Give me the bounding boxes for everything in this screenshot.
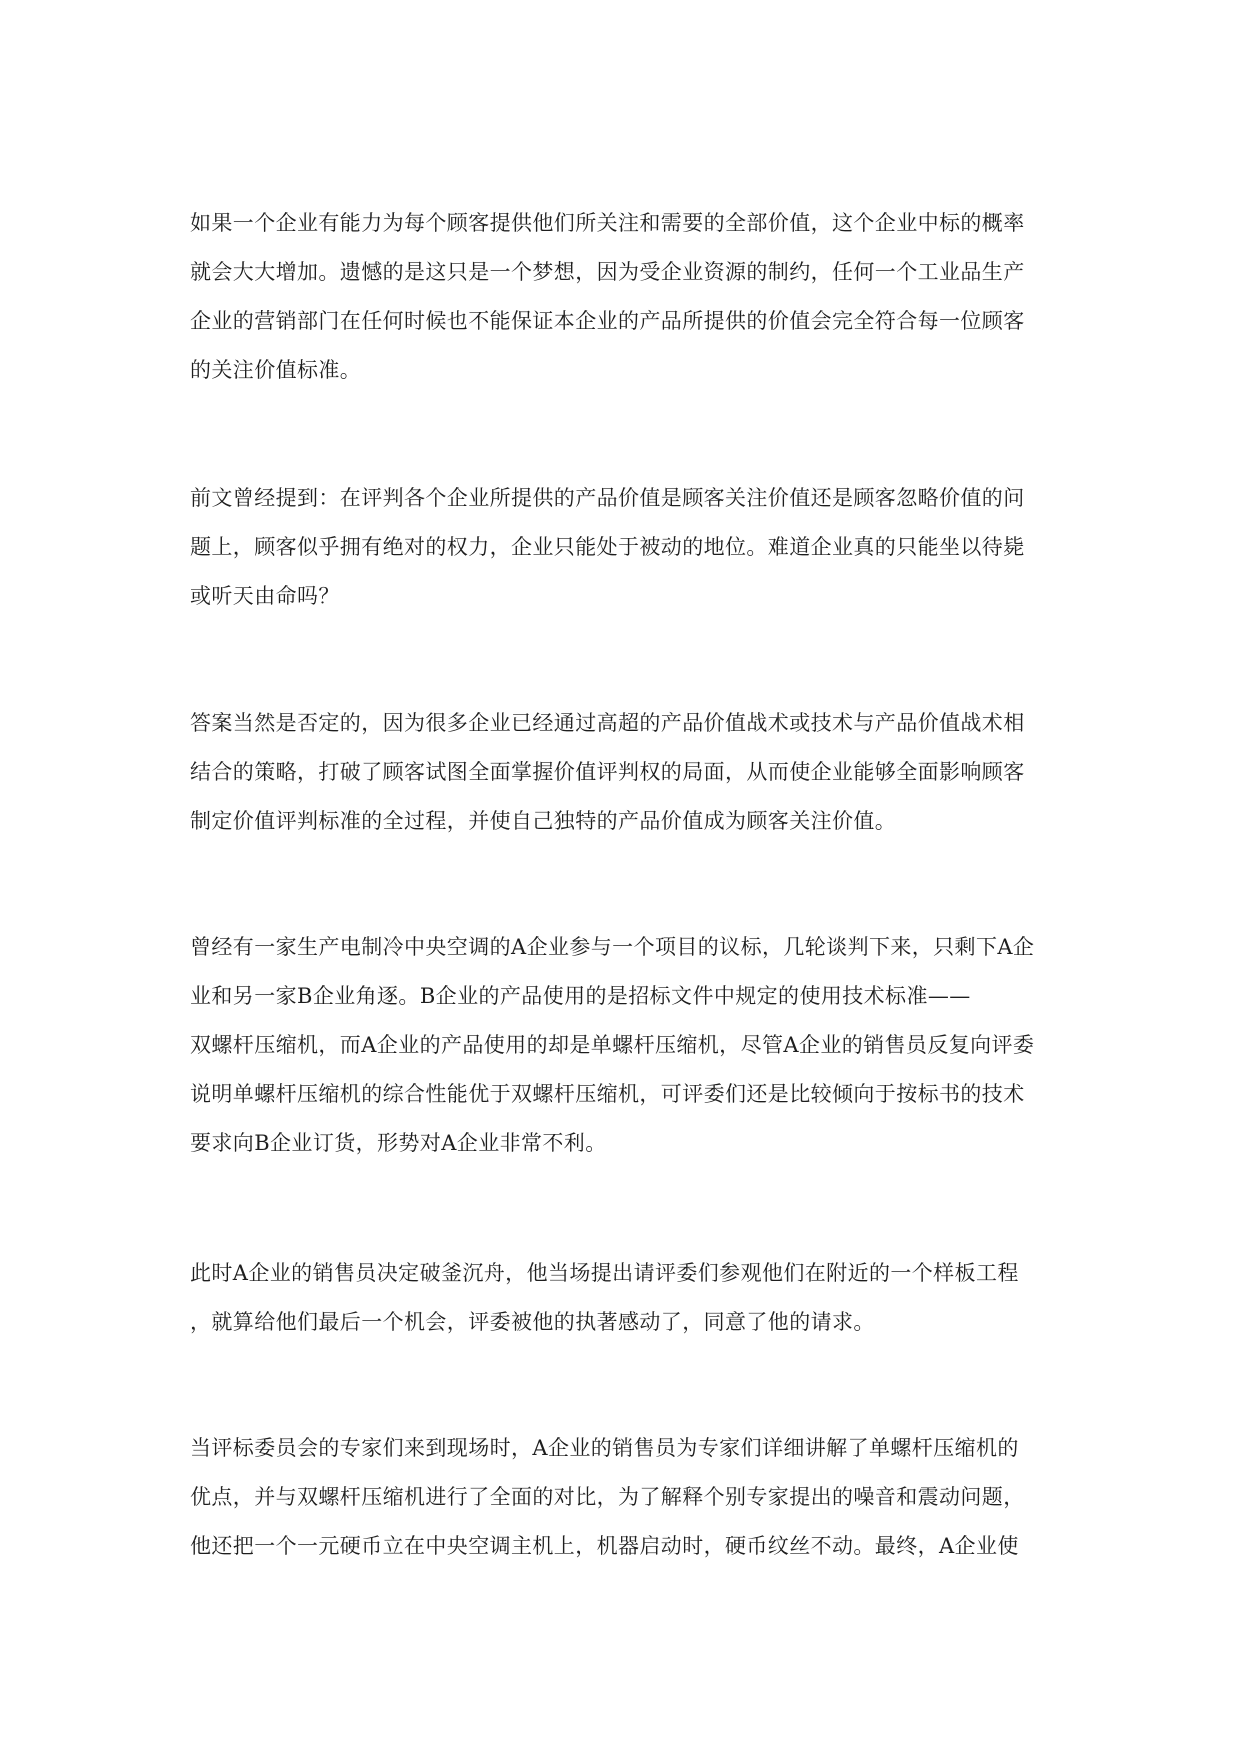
text-line: 或听天由命吗？ — [190, 584, 340, 608]
paragraph-3 — [190, 699, 1070, 846]
paragraph-1 — [190, 199, 1070, 395]
text-line: 企业的营销部门在任何时候也不能保证本企业的产品所提供的价值会完全符合每一位顾客 — [190, 309, 1025, 333]
text-line: 如果一个企业有能力为每个顾客提供他们所关注和需要的全部价值，这个企业中标的概率 — [190, 211, 1025, 235]
text-line: 说明单螺杆压缩机的综合性能优于双螺杆压缩机，可评委们还是比较倾向于按标书的技术 — [190, 1082, 1025, 1106]
paragraph-4 — [190, 923, 1070, 1168]
text-line: 业和另一家B企业角逐。B企业的产品使用的是招标文件中规定的使用技术标准—— — [190, 984, 971, 1008]
text-line: 结合的策略，打破了顾客试图全面掌握价值评判权的局面，从而使企业能够全面影响顾客 — [190, 760, 1025, 784]
paragraph-6 — [190, 1424, 1070, 1571]
text-line: 要求向B企业订货，形势对A企业非常不利。 — [190, 1131, 607, 1155]
text-line: 优点，并与双螺杆压缩机进行了全面的对比，为了解释个别专家提出的噪音和震动问题， — [190, 1485, 1025, 1509]
text-line: 他还把一个一元硬币立在中央空调主机上，机器启动时，硬币纹丝不动。最终，A企业使 — [190, 1534, 1019, 1558]
text-line: 就会大大增加。遗憾的是这只是一个梦想，因为受企业资源的制约，任何一个工业品生产 — [190, 260, 1025, 284]
text-line: 的关注价值标准。 — [190, 358, 362, 382]
text-line: 当评标委员会的专家们来到现场时，A企业的销售员为专家们详细讲解了单螺杆压缩机的 — [190, 1436, 1019, 1460]
text-line: 答案当然是否定的，因为很多企业已经通过高超的产品价值战术或技术与产品价值战术相 — [190, 711, 1025, 735]
text-line: 双螺杆压缩机，而A企业的产品使用的却是单螺杆压缩机，尽管A企业的销售员反复向评委 — [190, 1033, 1035, 1057]
paragraph-2 — [190, 474, 1070, 621]
text-line: 制定价值评判标准的全过程，并使自己独特的产品价值成为顾客关注价值。 — [190, 809, 897, 833]
text-line: 曾经有一家生产电制冷中央空调的A企业参与一个项目的议标，几轮谈判下来，只剩下A企 — [190, 935, 1035, 959]
text-line: 此时A企业的销售员决定破釜沉舟，他当场提出请评委们参观他们在附近的一个样板工程 — [190, 1261, 1019, 1285]
text-line: 题上，顾客似乎拥有绝对的权力，企业只能处于被动的地位。难道企业真的只能坐以待毙 — [190, 535, 1025, 559]
paragraph-5 — [190, 1249, 1070, 1347]
text-line: 前文曾经提到：在评判各个企业所提供的产品价值是顾客关注价值还是顾客忽略价值的问 — [190, 486, 1025, 510]
text-line: ，就算给他们最后一个机会，评委被他的执著感动了，同意了他的请求。 — [190, 1310, 875, 1334]
